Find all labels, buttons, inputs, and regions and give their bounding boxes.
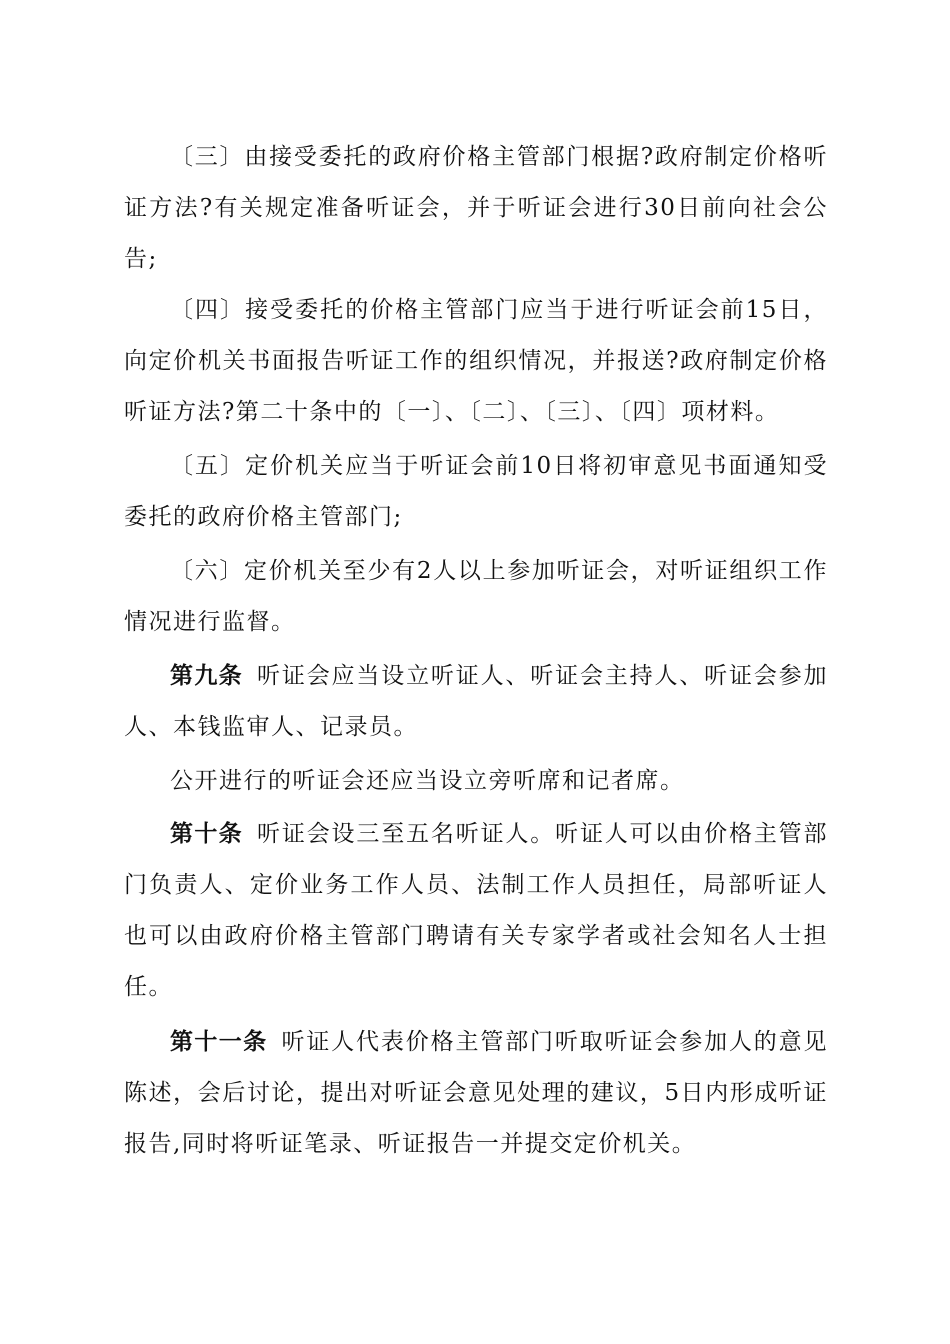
paragraph-text: 〔六〕定价机关至少有2人以上参加听证会，对听证组织工作情况进行监督。 [124, 558, 828, 635]
article-9 [124, 651, 828, 753]
paragraph-text: 公开进行的听证会还应当设立旁听席和记者席。 [170, 768, 685, 794]
article-text: 听证会设三至五名听证人。听证人可以由价格主管部门负责人、定价业务工作人员、法制工作人员担任，局部听证人也可以由政府价格主管部门聘请有关专家学者或社会知名人士担任。 [124, 821, 829, 1000]
paragraph-text: 〔三〕由接受委托的政府价格主管部门根据?政府制定价格听证方法?有关规定准备听证会，并于听证会进行30日前向社会公告; [124, 144, 828, 272]
article-heading: 第九条 [170, 663, 244, 689]
article-11 [124, 1017, 828, 1170]
article-heading: 第十条 [170, 821, 244, 847]
paragraph-item-5 [124, 441, 828, 543]
paragraph-item-4 [124, 285, 828, 438]
article-text: 听证人代表价格主管部门听取听证会参加人的意见陈述，会后讨论，提出对听证会意见处理的建议，5日内形成听证报告,同时将听证笔录、听证报告一并提交定价机关。 [124, 1029, 829, 1157]
article-heading: 第十一条 [170, 1029, 268, 1055]
paragraph-item-3 [124, 132, 828, 285]
paragraph-text: 〔四〕接受委托的价格主管部门应当于进行听证会前15日，向定价机关书面报告听证工作的组织情况，并报送?政府制定价格听证方法?第二十条中的〔一〕、〔二〕、〔三〕、〔四〕项材料。 [124, 297, 828, 425]
article-9-note [124, 756, 828, 807]
paragraph-item-6 [124, 546, 828, 648]
article-10 [124, 809, 828, 1013]
document-body [124, 132, 828, 1170]
article-text: 听证会应当设立听证人、听证会主持人、听证会参加人、本钱监审人、记录员。 [124, 663, 829, 740]
paragraph-text: 〔五〕定价机关应当于听证会前10日将初审意见书面通知受委托的政府价格主管部门; [124, 453, 828, 530]
